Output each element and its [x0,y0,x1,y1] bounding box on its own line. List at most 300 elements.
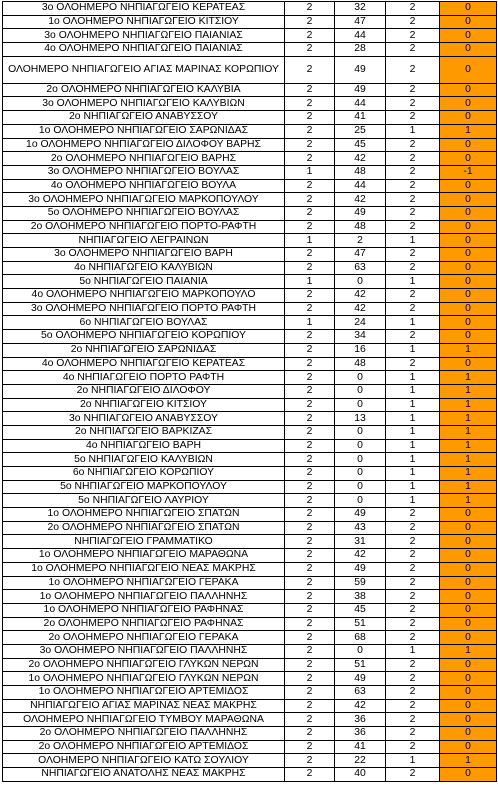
school-name-cell[interactable]: 2ο ΝΗΠΙΑΓΩΓΕΙΟ ΣΑΡΩΝΙΔΑΣ [3,343,285,357]
value-cell-c[interactable]: 2 [386,768,440,782]
school-name-cell[interactable]: 2ο ΟΛΟΗΜΕΡΟ ΝΗΠΙΑΓΩΓΕΙΟ ΠΟΡΤΟ-ΡΑΦΤΗ [3,220,285,234]
value-cell-b[interactable]: 47 [335,15,386,29]
difference-cell[interactable]: 0 [440,699,497,713]
value-cell-a[interactable]: 2 [285,111,335,125]
value-cell-c[interactable]: 2 [386,193,440,207]
school-name-cell[interactable]: 2ο ΟΛΟΗΜΕΡΟ ΝΗΠΙΑΓΩΓΕΙΟ ΣΠΑΤΩΝ [3,521,285,535]
school-name-cell[interactable]: ΟΛΟΗΜΕΡΟ ΝΗΠΙΑΓΩΓΕΙΟ ΤΥΜΒΟΥ ΜΑΡΑΘΩΝΑ [3,713,285,727]
school-name-cell[interactable]: ΝΗΠΙΑΓΩΓΕΙΟ ΓΡΑΜΜΑΤΙΚΟ [3,535,285,549]
value-cell-a[interactable]: 2 [285,562,335,576]
value-cell-a[interactable]: 2 [285,302,335,316]
difference-cell[interactable]: 1 [440,480,497,494]
table-row [3,111,497,125]
school-name-cell[interactable]: 2ο ΟΛΟΗΜΕΡΟ ΝΗΠΙΑΓΩΓΕΙΟ ΑΡΤΕΜΙΔΟΣ [3,740,285,754]
table-row [3,343,497,357]
value-cell-a[interactable]: 1 [285,234,335,248]
value-cell-b[interactable]: 24 [335,316,386,330]
value-cell-c[interactable]: 2 [386,43,440,57]
value-cell-b[interactable]: 48 [335,220,386,234]
school-name-cell[interactable]: 3ο ΟΛΟΗΜΕΡΟ ΝΗΠΙΑΓΩΓΕΙΟ ΠΑΛΛΗΝΗΣ [3,644,285,658]
value-cell-b[interactable]: 28 [335,43,386,57]
table-row [3,165,497,179]
value-cell-b[interactable]: 59 [335,576,386,590]
value-cell-c[interactable]: 2 [386,97,440,111]
value-cell-a[interactable]: 2 [285,617,335,631]
value-cell-a[interactable]: 2 [285,727,335,741]
value-cell-b[interactable]: 36 [335,727,386,741]
value-cell-c[interactable]: 2 [386,590,440,604]
difference-cell[interactable]: 0 [440,713,497,727]
difference-cell[interactable]: 0 [440,289,497,303]
school-name-cell[interactable]: 6ο ΝΗΠΙΑΓΩΓΕΙΟ ΒΟΥΛΑΣ [3,316,285,330]
value-cell-b[interactable]: 49 [335,508,386,522]
value-cell-c[interactable]: 2 [386,631,440,645]
difference-cell[interactable]: 0 [440,686,497,700]
school-name-cell[interactable]: 5ο ΝΗΠΙΑΓΩΓΕΙΟ ΠΑΙΑΝΙΑ [3,275,285,289]
difference-cell[interactable]: 0 [440,302,497,316]
value-cell-a[interactable]: 2 [285,754,335,768]
value-cell-c[interactable]: 2 [386,56,440,83]
value-cell-b[interactable]: 0 [335,371,386,385]
value-cell-b[interactable]: 51 [335,617,386,631]
school-name-cell[interactable]: 1ο ΟΛΟΗΜΕΡΟ ΝΗΠΙΑΓΩΓΕΙΟ ΔΙΛΟΦΟΥ ΒΑΡΗΣ [3,138,285,152]
difference-cell[interactable]: 0 [440,357,497,371]
value-cell-b[interactable]: 43 [335,521,386,535]
school-name-cell[interactable]: 2ο ΟΛΟΗΜΕΡΟ ΝΗΠΙΑΓΩΓΕΙΟ ΚΑΛΥΒΙΑ [3,83,285,97]
value-cell-b[interactable]: 0 [335,384,386,398]
value-cell-b[interactable]: 16 [335,343,386,357]
difference-cell[interactable]: 0 [440,275,497,289]
value-cell-c[interactable]: 2 [386,206,440,220]
value-cell-b[interactable]: 42 [335,699,386,713]
value-cell-a[interactable]: 2 [285,43,335,57]
difference-cell[interactable]: 0 [440,234,497,248]
value-cell-a[interactable]: 2 [285,343,335,357]
value-cell-b[interactable]: 13 [335,412,386,426]
difference-cell[interactable]: 0 [440,2,497,16]
table-row [3,206,497,220]
value-cell-c[interactable]: 1 [386,412,440,426]
value-cell-b[interactable]: 42 [335,302,386,316]
value-cell-b[interactable]: 41 [335,111,386,125]
difference-cell[interactable]: 0 [440,535,497,549]
value-cell-a[interactable]: 2 [285,658,335,672]
value-cell-c[interactable]: 2 [386,29,440,43]
value-cell-a[interactable]: 2 [285,549,335,563]
value-cell-a[interactable]: 2 [285,2,335,16]
value-cell-c[interactable]: 1 [386,124,440,138]
value-cell-c[interactable]: 2 [386,549,440,563]
value-cell-c[interactable]: 1 [386,234,440,248]
difference-cell[interactable]: 0 [440,727,497,741]
value-cell-a[interactable]: 2 [285,206,335,220]
value-cell-b[interactable]: 42 [335,152,386,166]
school-name-cell[interactable]: 6ο ΝΗΠΙΑΓΩΓΕΙΟ ΚΟΡΩΠΙΟΥ [3,467,285,481]
value-cell-b[interactable]: 42 [335,549,386,563]
value-cell-c[interactable]: 2 [386,686,440,700]
value-cell-b[interactable]: 25 [335,124,386,138]
table-row [3,658,497,672]
value-cell-c[interactable]: 1 [386,644,440,658]
value-cell-c[interactable]: 1 [386,398,440,412]
difference-cell[interactable]: 1 [440,425,497,439]
value-cell-b[interactable]: 0 [335,480,386,494]
value-cell-a[interactable]: 2 [285,699,335,713]
difference-cell[interactable]: 0 [440,15,497,29]
difference-cell[interactable]: 0 [440,56,497,83]
school-name-cell[interactable]: 2ο ΟΛΟΗΜΕΡΟ ΝΗΠΙΑΓΩΓΕΙΟ ΒΑΡΗΣ [3,152,285,166]
difference-cell[interactable]: 0 [440,590,497,604]
difference-cell[interactable]: 0 [440,29,497,43]
difference-cell[interactable]: 0 [440,248,497,262]
value-cell-c[interactable]: 2 [386,658,440,672]
value-cell-b[interactable]: 47 [335,248,386,262]
value-cell-a[interactable]: 2 [285,330,335,344]
difference-cell[interactable]: 1 [440,124,497,138]
value-cell-c[interactable]: 2 [386,289,440,303]
value-cell-b[interactable]: 0 [335,644,386,658]
value-cell-b[interactable]: 49 [335,562,386,576]
value-cell-b[interactable]: 22 [335,754,386,768]
value-cell-c[interactable]: 1 [386,467,440,481]
value-cell-a[interactable]: 2 [285,425,335,439]
value-cell-c[interactable]: 2 [386,713,440,727]
value-cell-a[interactable]: 2 [285,644,335,658]
school-name-cell[interactable]: 5ο ΟΛΟΗΜΕΡΟ ΝΗΠΙΑΓΩΓΕΙΟ ΚΟΡΩΠΙΟΥ [3,330,285,344]
value-cell-b[interactable]: 63 [335,261,386,275]
difference-cell[interactable]: 0 [440,508,497,522]
value-cell-c[interactable]: 1 [386,439,440,453]
value-cell-a[interactable]: 2 [285,193,335,207]
value-cell-a[interactable]: 2 [285,29,335,43]
value-cell-b[interactable]: 45 [335,603,386,617]
value-cell-b[interactable]: 0 [335,425,386,439]
value-cell-c[interactable]: 2 [386,83,440,97]
value-cell-b[interactable]: 40 [335,768,386,782]
difference-cell[interactable]: 0 [440,330,497,344]
table-row [3,330,497,344]
value-cell-a[interactable]: 2 [285,494,335,508]
school-name-cell[interactable]: 1ο ΟΛΟΗΜΕΡΟ ΝΗΠΙΑΓΩΓΕΙΟ ΚΙΤΣΙΟΥ [3,15,285,29]
value-cell-a[interactable]: 2 [285,467,335,481]
difference-cell[interactable]: 1 [440,439,497,453]
value-cell-c[interactable]: 1 [386,275,440,289]
difference-cell[interactable]: 0 [440,97,497,111]
value-cell-a[interactable]: 2 [285,398,335,412]
value-cell-b[interactable]: 2 [335,234,386,248]
school-name-cell[interactable]: 4ο ΟΛΟΗΜΕΡΟ ΝΗΠΙΑΓΩΓΕΙΟ ΠΑΙΑΝΙΑΣ [3,43,285,57]
value-cell-b[interactable]: 49 [335,672,386,686]
table-row [3,83,497,97]
value-cell-b[interactable]: 49 [335,56,386,83]
difference-cell[interactable]: 0 [440,316,497,330]
value-cell-c[interactable]: 1 [386,425,440,439]
value-cell-a[interactable]: 2 [285,480,335,494]
difference-cell[interactable]: 0 [440,617,497,631]
school-name-cell[interactable]: 4ο ΟΛΟΗΜΕΡΟ ΝΗΠΙΑΓΩΓΕΙΟ ΜΑΡΚΟΠΟΥΛΟ [3,289,285,303]
school-name-cell[interactable]: 4ο ΝΗΠΙΑΓΩΓΕΙΟ ΒΑΡΗ [3,439,285,453]
school-name-cell[interactable]: 2ο ΟΛΟΗΜΕΡΟ ΝΗΠΙΑΓΩΓΕΙΟ ΡΑΦΗΝΑΣ [3,617,285,631]
table-row [3,234,497,248]
difference-cell[interactable]: 0 [440,111,497,125]
school-name-cell[interactable]: 2ο ΝΗΠΙΑΓΩΓΕΙΟ ΚΙΤΣΙΟΥ [3,398,285,412]
value-cell-c[interactable]: 2 [386,220,440,234]
value-cell-a[interactable]: 2 [285,357,335,371]
table-row [3,467,497,481]
value-cell-a[interactable]: 2 [285,768,335,782]
school-name-cell[interactable]: 3ο ΟΛΟΗΜΕΡΟ ΝΗΠΙΑΓΩΓΕΙΟ ΚΑΛΥΒΙΩΝ [3,97,285,111]
school-name-cell[interactable]: 1ο ΟΛΟΗΜΕΡΟ ΝΗΠΙΑΓΩΓΕΙΟ ΓΕΡΑΚΑ [3,576,285,590]
value-cell-b[interactable]: 0 [335,275,386,289]
value-cell-b[interactable]: 0 [335,453,386,467]
school-name-cell[interactable]: ΝΗΠΙΑΓΩΓΕΙΟ ΛΕΓΡΑΙΝΩΝ [3,234,285,248]
school-name-cell[interactable]: 5ο ΟΛΟΗΜΕΡΟ ΝΗΠΙΑΓΩΓΕΙΟ ΒΟΥΛΑΣ [3,206,285,220]
difference-cell[interactable]: 0 [440,220,497,234]
value-cell-a[interactable]: 2 [285,412,335,426]
difference-cell[interactable]: 0 [440,549,497,563]
school-name-cell[interactable]: 2ο ΟΛΟΗΜΕΡΟ ΝΗΠΙΑΓΩΓΕΙΟ ΓΛΥΚΩΝ ΝΕΡΩΝ [3,658,285,672]
difference-cell[interactable]: 0 [440,261,497,275]
school-name-cell[interactable]: 3ο ΟΛΟΗΜΕΡΟ ΝΗΠΙΑΓΩΓΕΙΟ ΒΑΡΗ [3,248,285,262]
school-name-cell[interactable]: 2ο ΟΛΟΗΜΕΡΟ ΝΗΠΙΑΓΩΓΕΙΟ ΠΑΛΛΗΝΗΣ [3,727,285,741]
table-row [3,699,497,713]
school-name-cell[interactable]: 2ο ΝΗΠΙΑΓΩΓΕΙΟ ΒΑΡΚΙΖΑΣ [3,425,285,439]
difference-cell[interactable]: 1 [440,371,497,385]
value-cell-b[interactable]: 0 [335,439,386,453]
school-name-cell[interactable]: 1ο ΟΛΟΗΜΕΡΟ ΝΗΠΙΑΓΩΓΕΙΟ ΠΑΛΛΗΝΗΣ [3,590,285,604]
value-cell-c[interactable]: 2 [386,576,440,590]
value-cell-c[interactable]: 2 [386,261,440,275]
difference-cell[interactable]: 0 [440,152,497,166]
school-name-cell[interactable]: 3ο ΟΛΟΗΜΕΡΟ ΝΗΠΙΑΓΩΓΕΙΟ ΒΟΥΛΑΣ [3,165,285,179]
value-cell-c[interactable]: 1 [386,384,440,398]
difference-cell[interactable]: 0 [440,562,497,576]
value-cell-b[interactable]: 38 [335,590,386,604]
value-cell-c[interactable]: 2 [386,727,440,741]
value-cell-c[interactable]: 1 [386,371,440,385]
value-cell-a[interactable]: 2 [285,124,335,138]
value-cell-c[interactable]: 2 [386,521,440,535]
value-cell-b[interactable]: 41 [335,740,386,754]
value-cell-a[interactable]: 2 [285,603,335,617]
difference-cell[interactable]: 1 [440,343,497,357]
difference-cell[interactable]: 0 [440,138,497,152]
value-cell-a[interactable]: 2 [285,384,335,398]
value-cell-c[interactable]: 2 [386,535,440,549]
table-row [3,43,497,57]
value-cell-b[interactable]: 32 [335,2,386,16]
school-name-cell[interactable]: 1ο ΟΛΟΗΜΕΡΟ ΝΗΠΙΑΓΩΓΕΙΟ ΝΕΑΣ ΜΑΚΡΗΣ [3,562,285,576]
school-name-cell[interactable]: 1ο ΟΛΟΗΜΕΡΟ ΝΗΠΙΑΓΩΓΕΙΟ ΣΑΡΩΝΙΔΑΣ [3,124,285,138]
value-cell-c[interactable]: 2 [386,179,440,193]
value-cell-b[interactable]: 51 [335,658,386,672]
value-cell-a[interactable]: 1 [285,165,335,179]
value-cell-a[interactable]: 2 [285,138,335,152]
difference-cell[interactable]: 1 [440,754,497,768]
school-name-cell[interactable]: 1ο ΟΛΟΗΜΕΡΟ ΝΗΠΙΑΓΩΓΕΙΟ ΡΑΦΗΝΑΣ [3,603,285,617]
value-cell-c[interactable]: 2 [386,165,440,179]
value-cell-c[interactable]: 2 [386,330,440,344]
value-cell-a[interactable]: 2 [285,56,335,83]
value-cell-a[interactable]: 2 [285,453,335,467]
value-cell-c[interactable]: 2 [386,152,440,166]
value-cell-c[interactable]: 2 [386,248,440,262]
value-cell-b[interactable]: 34 [335,330,386,344]
difference-cell[interactable]: 0 [440,603,497,617]
value-cell-a[interactable]: 2 [285,220,335,234]
difference-cell[interactable]: 0 [440,631,497,645]
school-name-cell[interactable]: ΝΗΠΙΑΓΩΓΕΙΟ ΑΓΙΑΣ ΜΑΡΙΝΑΣ ΝΕΑΣ ΜΑΚΡΗΣ [3,699,285,713]
difference-cell[interactable]: 1 [440,384,497,398]
difference-cell[interactable]: 1 [440,494,497,508]
value-cell-a[interactable]: 2 [285,371,335,385]
difference-cell[interactable]: 1 [440,467,497,481]
value-cell-b[interactable]: 42 [335,289,386,303]
value-cell-c[interactable]: 1 [386,316,440,330]
value-cell-b[interactable]: 48 [335,165,386,179]
school-name-cell[interactable]: 4ο ΝΗΠΙΑΓΩΓΕΙΟ ΚΑΛΥΒΙΩΝ [3,261,285,275]
value-cell-a[interactable]: 2 [285,713,335,727]
value-cell-b[interactable]: 42 [335,193,386,207]
school-name-cell[interactable]: 3ο ΟΛΟΗΜΕΡΟ ΝΗΠΙΑΓΩΓΕΙΟ ΚΕΡΑΤΕΑΣ [3,2,285,16]
school-name-cell[interactable]: 1ο ΟΛΟΗΜΕΡΟ ΝΗΠΙΑΓΩΓΕΙΟ ΜΑΡΑΘΩΝΑ [3,549,285,563]
value-cell-c[interactable]: 1 [386,480,440,494]
difference-cell[interactable]: -1 [440,165,497,179]
value-cell-c[interactable]: 2 [386,740,440,754]
difference-cell[interactable]: 1 [440,398,497,412]
value-cell-b[interactable]: 31 [335,535,386,549]
value-cell-b[interactable]: 49 [335,83,386,97]
value-cell-b[interactable]: 44 [335,179,386,193]
school-name-cell[interactable]: 4ο ΝΗΠΙΑΓΩΓΕΙΟ ΠΟΡΤΟ ΡΑΦΤΗ [3,371,285,385]
school-name-cell[interactable]: 4ο ΟΛΟΗΜΕΡΟ ΝΗΠΙΑΓΩΓΕΙΟ ΚΕΡΑΤΕΑΣ [3,357,285,371]
value-cell-a[interactable]: 1 [285,316,335,330]
value-cell-c[interactable]: 2 [386,617,440,631]
difference-cell[interactable]: 0 [440,83,497,97]
value-cell-a[interactable]: 2 [285,83,335,97]
value-cell-a[interactable]: 2 [285,152,335,166]
value-cell-b[interactable]: 68 [335,631,386,645]
value-cell-c[interactable]: 2 [386,138,440,152]
value-cell-b[interactable]: 45 [335,138,386,152]
value-cell-a[interactable]: 2 [285,535,335,549]
value-cell-a[interactable]: 2 [285,672,335,686]
value-cell-b[interactable]: 0 [335,398,386,412]
value-cell-a[interactable]: 2 [285,248,335,262]
value-cell-a[interactable]: 2 [285,631,335,645]
value-cell-a[interactable]: 1 [285,275,335,289]
value-cell-a[interactable]: 2 [285,576,335,590]
value-cell-a[interactable]: 2 [285,508,335,522]
difference-cell[interactable]: 0 [440,193,497,207]
school-name-cell[interactable]: 1ο ΟΛΟΗΜΕΡΟ ΝΗΠΙΑΓΩΓΕΙΟ ΓΛΥΚΩΝ ΝΕΡΩΝ [3,672,285,686]
table-row [3,302,497,316]
difference-cell[interactable]: 0 [440,43,497,57]
value-cell-b[interactable]: 63 [335,686,386,700]
value-cell-c[interactable]: 1 [386,494,440,508]
table-row [3,644,497,658]
difference-cell[interactable]: 0 [440,740,497,754]
difference-cell[interactable]: 0 [440,179,497,193]
school-name-cell[interactable]: 1ο ΟΛΟΗΜΕΡΟ ΝΗΠΙΑΓΩΓΕΙΟ ΣΠΑΤΩΝ [3,508,285,522]
difference-cell[interactable]: 1 [440,453,497,467]
difference-cell[interactable]: 0 [440,206,497,220]
value-cell-a[interactable]: 2 [285,740,335,754]
table-row [3,631,497,645]
value-cell-a[interactable]: 2 [285,590,335,604]
value-cell-c[interactable]: 2 [386,302,440,316]
value-cell-c[interactable]: 2 [386,2,440,16]
table-row [3,220,497,234]
value-cell-c[interactable]: 2 [386,357,440,371]
value-cell-c[interactable]: 1 [386,453,440,467]
value-cell-a[interactable]: 2 [285,15,335,29]
difference-cell[interactable]: 0 [440,768,497,782]
value-cell-c[interactable]: 1 [386,343,440,357]
value-cell-a[interactable]: 2 [285,439,335,453]
table-row [3,672,497,686]
value-cell-a[interactable]: 2 [285,97,335,111]
difference-cell[interactable]: 0 [440,576,497,590]
value-cell-b[interactable]: 0 [335,467,386,481]
value-cell-b[interactable]: 0 [335,494,386,508]
school-name-cell[interactable]: 4ο ΟΛΟΗΜΕΡΟ ΝΗΠΙΑΓΩΓΕΙΟ ΒΟΥΛΑ [3,179,285,193]
value-cell-c[interactable]: 2 [386,508,440,522]
school-name-cell[interactable]: ΝΗΠΙΑΓΩΓΕΙΟ ΑΝΑΤΟΛΗΣ ΝΕΑΣ ΜΑΚΡΗΣ [3,768,285,782]
school-name-cell[interactable]: 5ο ΝΗΠΙΑΓΩΓΕΙΟ ΛΑΥΡΙΟΥ [3,494,285,508]
school-name-cell[interactable]: 5ο ΝΗΠΙΑΓΩΓΕΙΟ ΚΑΛΥΒΙΩΝ [3,453,285,467]
school-name-cell[interactable]: 2ο ΝΗΠΙΑΓΩΓΕΙΟ ΑΝΑΒΥΣΣΟΥ [3,111,285,125]
school-name-cell[interactable]: 5ο ΝΗΠΙΑΓΩΓΕΙΟ ΜΑΡΚΟΠΟΥΛΟΥ [3,480,285,494]
school-name-cell[interactable]: ΟΛΟΗΜΕΡΟ ΝΗΠΙΑΓΩΓΕΙΟ ΑΓΙΑΣ ΜΑΡΙΝΑΣ ΚΟΡΩΠΙΟΥ [3,56,285,83]
value-cell-c[interactable]: 2 [386,111,440,125]
school-name-cell[interactable]: 3ο ΝΗΠΙΑΓΩΓΕΙΟ ΑΝΑΒΥΣΣΟΥ [3,412,285,426]
difference-cell[interactable]: 0 [440,658,497,672]
value-cell-b[interactable]: 44 [335,29,386,43]
school-name-cell[interactable]: 1ο ΟΛΟΗΜΕΡΟ ΝΗΠΙΑΓΩΓΕΙΟ ΑΡΤΕΜΙΔΟΣ [3,686,285,700]
difference-cell[interactable]: 0 [440,521,497,535]
school-name-cell[interactable]: 3ο ΟΛΟΗΜΕΡΟ ΝΗΠΙΑΓΩΓΕΙΟ ΠΑΙΑΝΙΑΣ [3,29,285,43]
value-cell-c[interactable]: 2 [386,699,440,713]
table-row [3,425,497,439]
school-name-cell[interactable]: 2ο ΝΗΠΙΑΓΩΓΕΙΟ ΔΙΛΟΦΟΥ [3,384,285,398]
table-row [3,2,497,16]
value-cell-c[interactable]: 2 [386,15,440,29]
value-cell-a[interactable]: 2 [285,261,335,275]
value-cell-a[interactable]: 2 [285,289,335,303]
school-name-cell[interactable]: ΟΛΟΗΜΕΡΟ ΝΗΠΙΑΓΩΓΕΙΟ ΚΑΤΩ ΣΟΥΛΙΟΥ [3,754,285,768]
value-cell-a[interactable]: 2 [285,179,335,193]
value-cell-b[interactable]: 36 [335,713,386,727]
value-cell-c[interactable]: 2 [386,562,440,576]
value-cell-c[interactable]: 1 [386,754,440,768]
school-name-cell[interactable]: 3ο ΟΛΟΗΜΕΡΟ ΝΗΠΙΑΓΩΓΕΙΟ ΠΟΡΤΟ ΡΑΦΤΗ [3,302,285,316]
value-cell-b[interactable]: 44 [335,97,386,111]
value-cell-b[interactable]: 48 [335,357,386,371]
value-cell-c[interactable]: 2 [386,603,440,617]
value-cell-c[interactable]: 2 [386,672,440,686]
difference-cell[interactable]: 0 [440,672,497,686]
value-cell-a[interactable]: 2 [285,521,335,535]
table-row [3,494,497,508]
difference-cell[interactable]: 1 [440,644,497,658]
difference-cell[interactable]: 1 [440,412,497,426]
table-row [3,549,497,563]
value-cell-a[interactable]: 2 [285,686,335,700]
school-name-cell[interactable]: 3ο ΟΛΟΗΜΕΡΟ ΝΗΠΙΑΓΩΓΕΙΟ ΜΑΡΚΟΠΟΥΛΟΥ [3,193,285,207]
school-name-cell[interactable]: 2ο ΟΛΟΗΜΕΡΟ ΝΗΠΙΑΓΩΓΕΙΟ ΓΕΡΑΚΑ [3,631,285,645]
value-cell-b[interactable]: 49 [335,206,386,220]
